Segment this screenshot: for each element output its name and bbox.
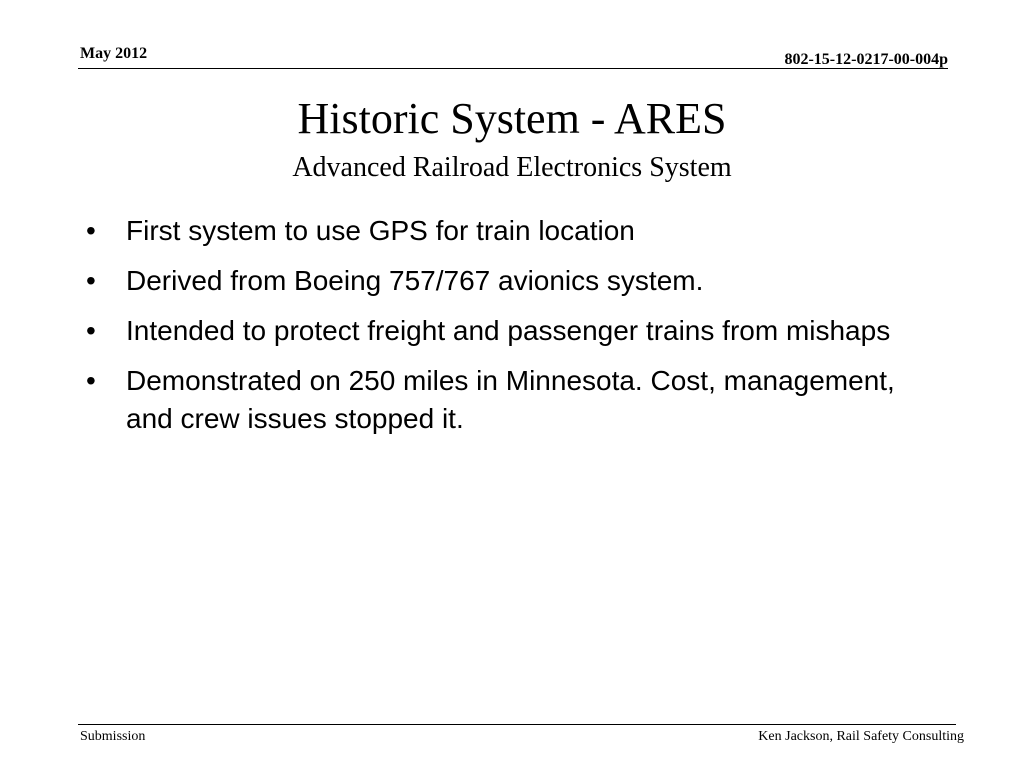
bullet-list [86, 212, 946, 450]
bullet-icon: • [86, 265, 96, 296]
bullet-icon: • [86, 215, 96, 246]
footer-author: Ken Jackson, Rail Safety Consulting [758, 729, 964, 744]
bullet-text: First system to use GPS for train location [126, 215, 635, 246]
bullet-icon: • [86, 315, 96, 346]
bullet-text: Demonstrated on 250 miles in Minnesota. Cost, management, and crew issues stopped it. [126, 365, 895, 434]
bullet-text: Derived from Boeing 757/767 avionics system. [126, 265, 704, 296]
bullet-item [86, 212, 946, 250]
bullet-icon: • [86, 365, 96, 396]
header-divider [78, 68, 948, 69]
header-date: May 2012 [80, 45, 148, 62]
slide-subtitle: Advanced Railroad Electronics System [292, 152, 732, 183]
bullet-item [86, 262, 946, 300]
footer-divider [78, 724, 956, 725]
bullet-item [86, 362, 946, 438]
bullet-text: Intended to protect freight and passenger trains from mishaps [126, 315, 891, 346]
bullet-item [86, 312, 946, 350]
footer-submission: Submission [80, 729, 146, 744]
header-document-id: 802-15-12-0217-00-004p [784, 51, 948, 68]
slide-title: Historic System - ARES [297, 94, 727, 143]
